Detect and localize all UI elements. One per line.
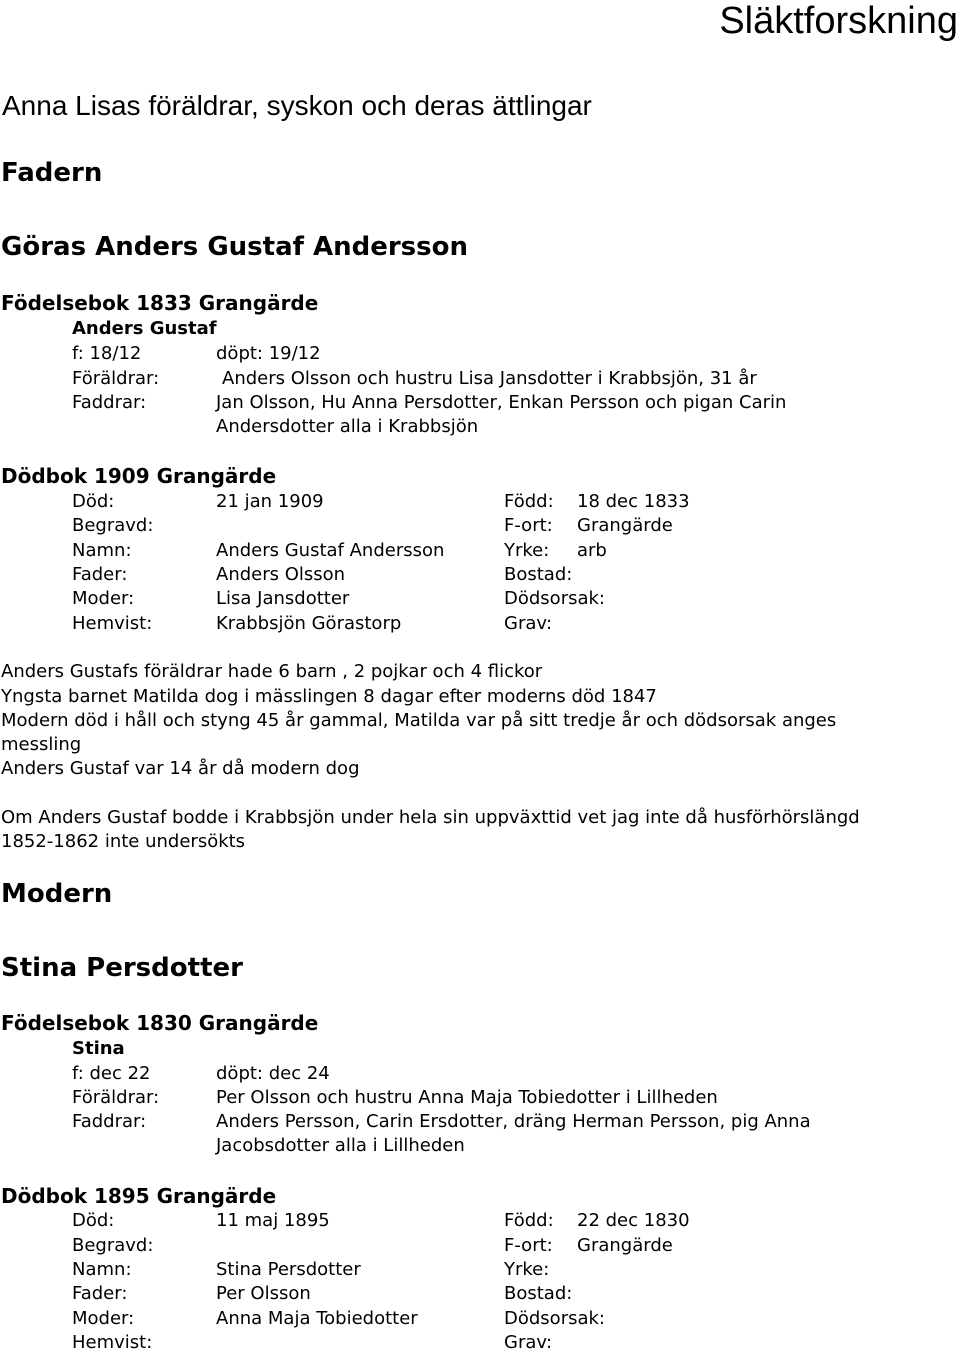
father-birth-heading: Födelsebok 1833 Grangärde	[1, 291, 319, 315]
father-note-line: Modern död i håll och styng 45 år gammal, Matilda var på sitt tredje år och dödsorsak anges	[1, 710, 837, 731]
father-cause-label: Dödsorsak:	[504, 588, 605, 609]
father-parents-label: Föräldrar:	[72, 368, 160, 389]
father-note2-line: 1852-1862 inte undersökts	[1, 831, 246, 852]
mother-parents-label: Föräldrar:	[72, 1087, 160, 1108]
father-died-value: 21 jan 1909	[216, 491, 324, 512]
father-grave-label: Grav:	[504, 613, 553, 634]
mother-section-title: Modern	[1, 879, 113, 909]
father-given-name: Anders Gustaf	[72, 318, 217, 339]
mother-godparents-label: Faddrar:	[72, 1111, 147, 1132]
father-baptized-date: döpt: 19/12	[216, 343, 321, 364]
mother-birth-heading: Födelsebok 1830 Grangärde	[1, 1011, 319, 1035]
mother-cause-label: Dödsorsak:	[504, 1308, 605, 1329]
father-home-value: Krabbsjön Görastorp	[216, 613, 402, 634]
father-note-line: Yngsta barnet Matilda dog i mässlingen 8 dagar efter moderns död 1847	[1, 686, 657, 707]
father-buried-label: Begravd:	[72, 515, 154, 536]
mother-occupation-label: Yrke:	[504, 1259, 550, 1280]
father-died-label: Död:	[72, 491, 115, 512]
father-residence-label: Bostad:	[504, 564, 573, 585]
mother-birthplace-value: Grangärde	[577, 1235, 673, 1256]
page-header-title: Släktforskning	[719, 0, 958, 42]
father-born-value: 18 dec 1833	[577, 491, 690, 512]
mother-baptized-date: döpt: dec 24	[216, 1063, 330, 1084]
mother-name-heading: Stina Persdotter	[1, 953, 243, 983]
father-father-label: Fader:	[72, 564, 128, 585]
father-death-heading: Dödbok 1909 Grangärde	[1, 464, 277, 488]
father-home-label: Hemvist:	[72, 613, 153, 634]
father-father-value: Anders Olsson	[216, 564, 346, 585]
father-godparents-line2: Andersdotter alla i Krabbsjön	[216, 416, 479, 437]
father-occupation-label: Yrke:	[504, 540, 550, 561]
mother-died-value: 11 maj 1895	[216, 1210, 330, 1231]
father-name-value: Anders Gustaf Andersson	[216, 540, 445, 561]
father-name-label: Namn:	[72, 540, 132, 561]
mother-godparents-line2: Jacobsdotter alla i Lillheden	[216, 1135, 465, 1156]
mother-parents-value: Per Olsson och hustru Anna Maja Tobiedotter i Lillheden	[216, 1087, 718, 1108]
mother-died-label: Död:	[72, 1210, 115, 1231]
mother-name-label: Namn:	[72, 1259, 132, 1280]
father-note-line: Anders Gustafs föräldrar hade 6 barn , 2 pojkar och 4 flickor	[1, 661, 543, 682]
mother-father-label: Fader:	[72, 1283, 128, 1304]
father-section-title: Fadern	[1, 158, 103, 188]
father-occupation-value: arb	[577, 540, 607, 561]
mother-buried-label: Begravd:	[72, 1235, 154, 1256]
mother-death-heading: Dödbok 1895 Grangärde	[1, 1184, 277, 1208]
father-name-heading: Göras Anders Gustaf Andersson	[1, 232, 469, 262]
mother-father-value: Per Olsson	[216, 1283, 311, 1304]
father-godparents-label: Faddrar:	[72, 392, 147, 413]
father-godparents-line1: Jan Olsson, Hu Anna Persdotter, Enkan Persson och pigan Carin	[216, 392, 787, 413]
mother-mother-label: Moder:	[72, 1308, 135, 1329]
mother-born-value: 22 dec 1830	[577, 1210, 690, 1231]
father-note-line: messling	[1, 734, 82, 755]
father-birthplace-value: Grangärde	[577, 515, 673, 536]
mother-name-value: Stina Persdotter	[216, 1259, 361, 1280]
father-born-label: Född:	[504, 491, 554, 512]
father-parents-value: Anders Olsson och hustru Lisa Jansdotter i Krabbsjön, 31 år	[222, 368, 757, 389]
father-note2-line: Om Anders Gustaf bodde i Krabbsjön under hela sin uppväxttid vet jag inte då husförhörslängd	[1, 807, 860, 828]
father-mother-value: Lisa Jansdotter	[216, 588, 350, 609]
father-born-date: f: 18/12	[72, 343, 142, 364]
mother-birthplace-label: F-ort:	[504, 1235, 553, 1256]
page-subtitle: Anna Lisas föräldrar, syskon och deras ättlingar	[2, 90, 592, 121]
mother-grave-label: Grav:	[504, 1332, 553, 1353]
mother-home-label: Hemvist:	[72, 1332, 153, 1353]
mother-born-label: Född:	[504, 1210, 554, 1231]
mother-given-name: Stina	[72, 1038, 125, 1059]
mother-godparents-line1: Anders Persson, Carin Ersdotter, dräng Herman Persson, pig Anna	[216, 1111, 811, 1132]
father-note-line: Anders Gustaf var 14 år då modern dog	[1, 758, 360, 779]
father-mother-label: Moder:	[72, 588, 135, 609]
mother-born-date: f: dec 22	[72, 1063, 151, 1084]
mother-mother-value: Anna Maja Tobiedotter	[216, 1308, 418, 1329]
mother-residence-label: Bostad:	[504, 1283, 573, 1304]
father-birthplace-label: F-ort:	[504, 515, 553, 536]
